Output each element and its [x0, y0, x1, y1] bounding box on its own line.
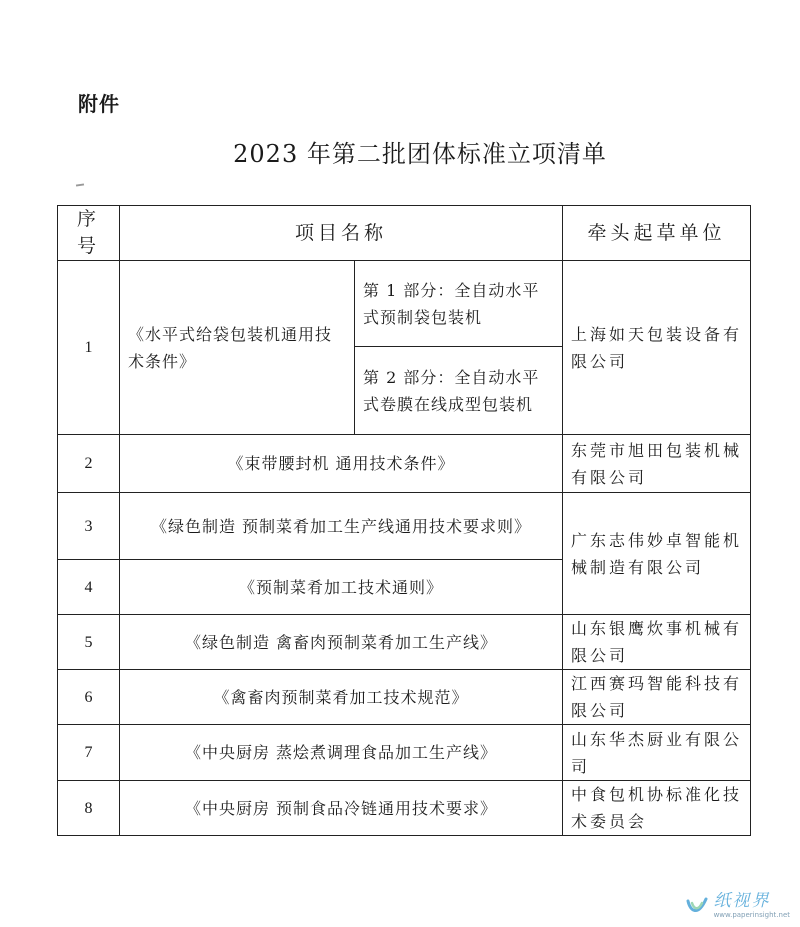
row-project-name: 《绿色制造 预制菜肴加工生产线通用技术要求则》 [120, 493, 563, 560]
row-seq: 6 [58, 670, 120, 725]
row-project-name: 《绿色制造 禽畜肉预制菜肴加工生产线》 [120, 615, 563, 670]
watermark [684, 893, 790, 919]
table-row [58, 670, 751, 725]
project-list-table [57, 205, 751, 836]
table-row [58, 435, 751, 493]
row-project-name: 《中央厨房 蒸烩煮调理食品加工生产线》 [120, 725, 563, 781]
table-row [58, 781, 751, 836]
row-seq: 8 [58, 781, 120, 836]
row-project-name: 《预制菜肴加工技术通则》 [120, 560, 563, 615]
header-project-name: 项目名称 [120, 206, 563, 261]
document-title: 2023 年第二批团体标准立项清单 [233, 140, 607, 168]
row-seq: 3 [58, 493, 120, 560]
table-row [58, 493, 751, 560]
row-seq: 1 [58, 261, 120, 435]
row-drafting-unit: 山东华杰厨业有限公司 [563, 725, 751, 781]
row-project-part: 第 2 部分：全自动水平式卷膜在线成型包装机 [355, 347, 563, 435]
attachment-label: 附件 [78, 92, 120, 116]
row-drafting-unit: 东莞市旭田包装机械有限公司 [563, 435, 751, 493]
table-row [58, 615, 751, 670]
row-drafting-unit: 上海如天包装设备有限公司 [563, 261, 751, 435]
table-row [58, 725, 751, 781]
row-seq: 5 [58, 615, 120, 670]
row-seq: 7 [58, 725, 120, 781]
header-drafting-unit: 牵头起草单位 [563, 206, 751, 261]
row-project-part: 第 1 部分：全自动水平式预制袋包装机 [355, 261, 563, 347]
row-project-name: 《束带腰封机 通用技术条件》 [120, 435, 563, 493]
row-drafting-unit: 山东银鹰炊事机械有限公司 [563, 615, 751, 670]
row-project-name: 《禽畜肉预制菜肴加工技术规范》 [120, 670, 563, 725]
table-header-row [58, 206, 751, 261]
table-row [58, 261, 751, 347]
row-drafting-unit: 广东志伟妙卓智能机械制造有限公司 [563, 493, 751, 615]
row-seq: 2 [58, 435, 120, 493]
row-project-name: 《水平式给袋包装机通用技术条件》 [120, 261, 355, 435]
row-drafting-unit: 江西赛玛智能科技有限公司 [563, 670, 751, 725]
watermark-logo-icon [684, 893, 710, 919]
scan-speck [76, 183, 84, 186]
row-project-name: 《中央厨房 预制食品冷链通用技术要求》 [120, 781, 563, 836]
watermark-text: 纸视界 [713, 891, 771, 911]
header-seq: 序号 [58, 206, 120, 261]
row-drafting-unit: 中食包机协标准化技术委员会 [563, 781, 751, 836]
row-seq: 4 [58, 560, 120, 615]
watermark-url: www.paperinsight.net [713, 911, 790, 919]
